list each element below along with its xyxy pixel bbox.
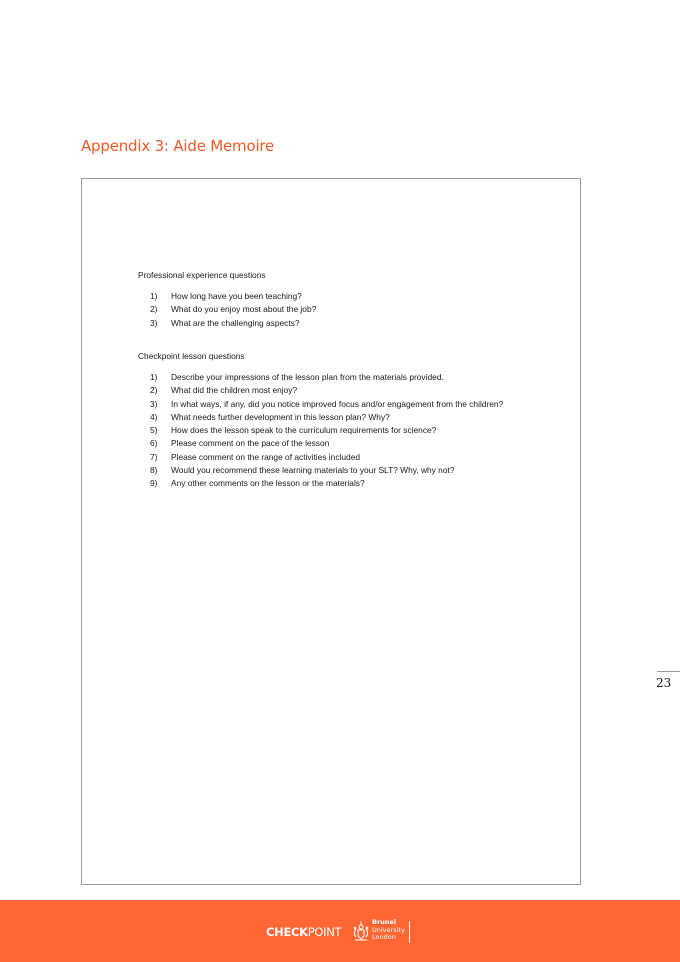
question-text: What did the children most enjoy?	[171, 385, 298, 396]
question-text: Please comment on the range of activities included	[171, 451, 361, 462]
question-text: Describe your impressions of the lesson plan from the materials provided.	[171, 372, 444, 382]
question-number: 1)	[150, 291, 158, 301]
list-item	[150, 451, 503, 464]
question-number: 8)	[150, 465, 158, 476]
question-number: 6)	[150, 438, 158, 449]
question-number: 2)	[150, 304, 158, 315]
checkpoint-logo-bold: CHECK	[266, 925, 308, 939]
question-number: 3)	[150, 398, 158, 409]
section-title-professional-experience: Professional experience questions	[138, 270, 266, 280]
question-text: What needs further development in this lesson plan? Why?	[171, 411, 390, 422]
question-text: Any other comments on the lesson or the materials?	[171, 478, 365, 489]
brunel-wordmark-line2: University	[372, 925, 405, 934]
list-item	[150, 464, 503, 477]
list-item	[150, 303, 316, 316]
brunel-wordmark-line3: London	[372, 933, 396, 941]
list-item	[150, 384, 503, 397]
list-item	[150, 398, 503, 411]
question-number: 1)	[150, 372, 158, 382]
question-number: 5)	[150, 425, 158, 436]
list-item	[150, 290, 316, 303]
page-number-rule	[657, 671, 680, 672]
question-number: 4)	[150, 411, 158, 422]
aide-memoire-frame	[81, 178, 581, 885]
brunel-university-logo	[352, 919, 414, 945]
logo-divider	[409, 921, 410, 943]
page-number: 23	[656, 676, 672, 690]
list-item	[150, 477, 503, 490]
question-text: What do you enjoy most about the job?	[171, 304, 317, 315]
page-heading: Appendix 3: Aide Memoire	[81, 137, 275, 155]
question-text: How does the lesson speak to the curriculum requirements for science?	[171, 425, 437, 436]
question-text: Please comment on the pace of the lesson	[171, 438, 330, 449]
question-text: Would you recommend these learning materials to your SLT? Why, why not?	[171, 465, 455, 476]
question-text: In what ways, if any, did you notice improved focus and/or engagement from the children?	[171, 398, 504, 409]
list-item	[150, 424, 503, 437]
question-text: How long have you been teaching?	[171, 291, 302, 301]
professional-experience-question-list	[150, 290, 316, 330]
list-item	[150, 437, 503, 450]
section-title-checkpoint-lesson: Checkpoint lesson questions	[138, 351, 245, 361]
checkpoint-lesson-question-list	[150, 371, 503, 491]
checkpoint-logo	[266, 925, 341, 939]
question-number: 3)	[150, 317, 158, 328]
list-item	[150, 411, 503, 424]
brunel-wordmark	[372, 919, 405, 942]
question-number: 9)	[150, 478, 158, 489]
footer-bar	[0, 900, 680, 962]
question-number: 2)	[150, 385, 158, 396]
list-item	[150, 371, 503, 384]
question-number: 7)	[150, 451, 158, 462]
brunel-wordmark-line1: Brunel	[372, 918, 397, 926]
question-text: What are the challenging aspects?	[171, 317, 300, 328]
brunel-crest-icon	[352, 919, 370, 943]
list-item	[150, 317, 316, 330]
checkpoint-logo-light: POINT	[307, 925, 342, 939]
